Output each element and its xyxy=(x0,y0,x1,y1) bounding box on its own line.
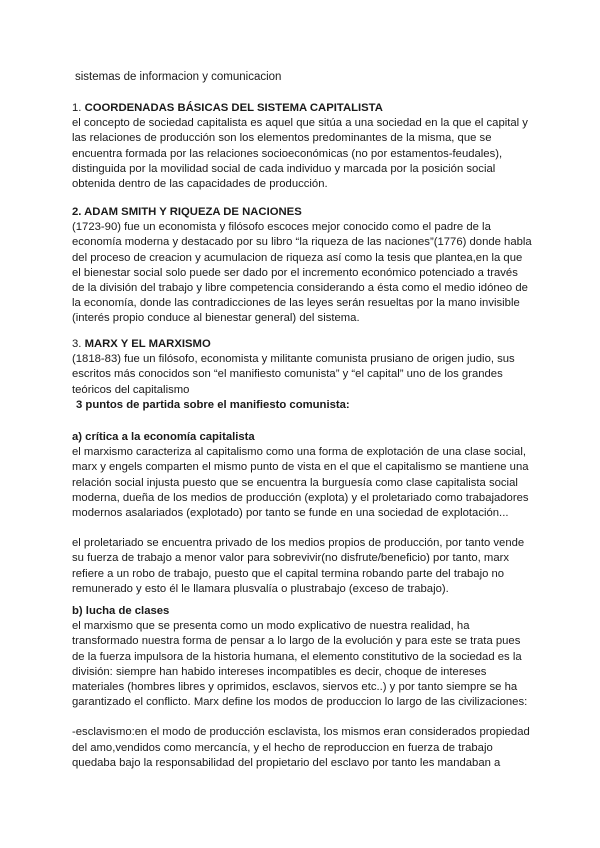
section-3-heading xyxy=(72,337,532,352)
section-3-body: (1818-83) fue un filósofo, economista y militante comunista prusiano de origen judio, sus escritos más conocidos son “el manifiesto comunista” y “el capital” uno de los grandes teóricos del capitalismo xyxy=(72,353,515,396)
section-3-heading-text: MARX Y EL MARXISMO xyxy=(84,338,211,350)
subsection-b-heading: b) lucha de clases xyxy=(72,605,170,617)
points-intro: 3 puntos de partida sobre el manifiesto comunista: xyxy=(76,398,350,411)
subsection-b xyxy=(72,604,532,771)
section-2-heading: 2. ADAM SMITH Y RIQUEZA DE NACIONES xyxy=(72,206,302,218)
section-1 xyxy=(72,101,532,192)
section-2 xyxy=(72,205,532,327)
subsection-a-paragraph-2: el proletariado se encuentra privado de los medios propios de producción, por tanto vende su fuerza de trabajo a menor valor para sobrevivir(no disfrute/beneficio) por tanto, marx refiere a un robo de trabajo, puesto que el capital termina robando parte del trabajo no remunerado y esto él le llamara plusvalía o plustrabajo (exceso de trabajo). xyxy=(72,537,525,595)
subsection-a-paragraph-1: el marxismo caracteriza al capitalismo como una forma de explotación de una clase social, marx y engels comparten el mismo punto de vista en el que el capitalismo se mantiene una relación social injusta puesto que se encuentra la burguesía como clase capitalista social moderna, dueña de los medios de producción (explota) y el proletariado como trabajadores modernos asalariados (explotado) por tanto se funde en una sociedad de explotación... xyxy=(72,446,529,520)
section-1-number: 1. xyxy=(72,102,82,114)
section-3 xyxy=(72,337,532,413)
section-1-heading-text: COORDENADAS BÁSICAS DEL SISTEMA CAPITALISTA xyxy=(84,102,383,114)
document-title: sistemas de informacion y comunicacion xyxy=(75,71,282,83)
section-2-body: (1723-90) fue un economista y filósofo escoces mejor conocido como el padre de la economía moderna y destacado por su libro “la riqueza de las naciones”(1776) donde habla del proceso de creacion y acumulacion de riqueza así como la tesis que plantea,en la que el bienestar social solo puede ser dado por el incremento económico potenciado a través de la división del trabajo y libre competencia considerando a ésta como el medio idóneo de la economía, donde las contradicciones de las leyes serán resueltas por la mano invisible (interés propio conduce al bienestar general) del sistema. xyxy=(72,221,532,325)
section-3-number: 3. xyxy=(72,338,82,350)
section-1-body: el concepto de sociedad capitalista es aquel que sitúa a una sociedad en la que el capital y las relaciones de producción son los elementos predominantes de la misma, que se encuentra formada por las relaciones socioeconómicas (no por estamentos-feudales), distinguida por la movilidad social de cada individuo y marcada por la posición social obtenida dentro de las capacidades de producción. xyxy=(72,117,528,191)
subsection-b-paragraph-1: el marxismo que se presenta como un modo explicativo de nuestra realidad, ha transformado nuestra forma de pensar a lo largo de la evolución y para este se trata pues de la fuerza impulsora de la historia humana, el elemento constitutivo de la sociedad es la división: siempre han habido intereses incompatibles es decir, choque de intereses materiales (hombres libres y oprimidos, esclavos, siervos etc..) y por tanto siempre se ha garantizado el conflicto. Marx define los modos de produccion lo largo de las civilizaciones: xyxy=(72,620,528,709)
section-1-heading xyxy=(72,101,532,116)
subsection-a-heading: a) crítica a la economía capitalista xyxy=(72,431,255,443)
subsection-a xyxy=(72,430,532,597)
subsection-b-paragraph-2: -esclavismo:en el modo de producción esclavista, los mismos eran considerados propiedad del amo,vendidos como mercancía, y el hecho de reproduccion en fuerza de trabajo quedaba bajo la responsabilidad del propietario del esclavo por tanto les mandaban a xyxy=(72,726,530,769)
